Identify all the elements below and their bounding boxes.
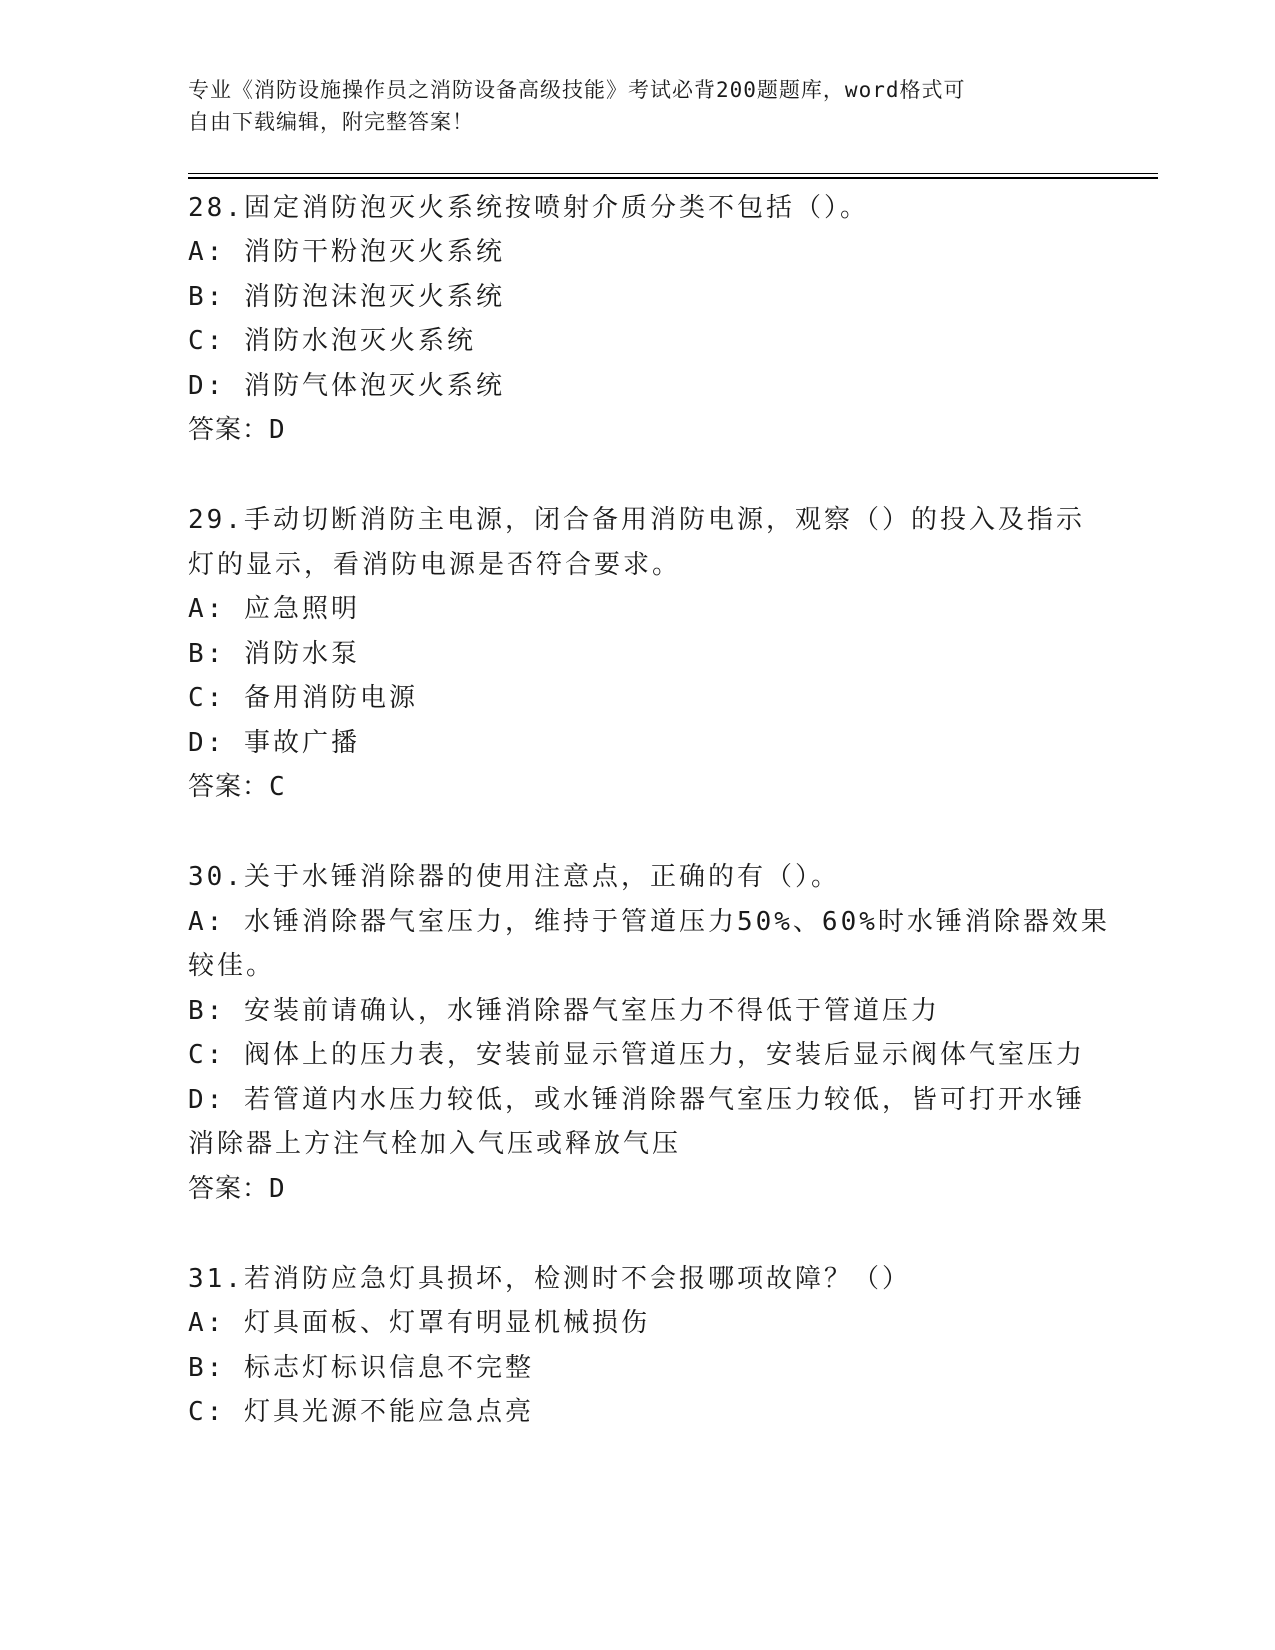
option-d: D: 消防气体泡灭火系统 <box>188 371 505 401</box>
header-line-1: 专业《消防设施操作员之消防设备高级技能》考试必背200题题库，word格式可 <box>188 78 966 102</box>
option-b: B: 标志灯标识信息不完整 <box>188 1353 534 1383</box>
option-c: C: 灯具光源不能应急点亮 <box>188 1397 534 1427</box>
answer: 答案：D <box>188 415 286 445</box>
answer: 答案：C <box>188 772 286 802</box>
question-stem: 31.若消防应急灯具损坏，检测时不会报哪项故障？（） <box>188 1264 911 1294</box>
option-c: C: 阀体上的压力表，安装前显示管道压力，安装后显示阀体气室压力 <box>188 1040 1085 1070</box>
option-d-cont: 消除器上方注气栓加入气压或释放气压 <box>188 1129 682 1159</box>
option-c: C: 备用消防电源 <box>188 683 418 713</box>
header-divider-thick <box>188 177 1158 179</box>
option-a: A: 水锤消除器气室压力，维持于管道压力50%、60%时水锤消除器效果 <box>188 907 1110 937</box>
option-d: D: 若管道内水压力较低，或水锤消除器气室压力较低，皆可打开水锤 <box>188 1085 1085 1115</box>
question-stem: 28.固定消防泡灭火系统按喷射介质分类不包括（）。 <box>188 193 869 223</box>
option-a: A: 灯具面板、灯罩有明显机械损伤 <box>188 1308 650 1338</box>
question-stem: 30.关于水锤消除器的使用注意点，正确的有（）。 <box>188 862 840 892</box>
document-header <box>188 74 1088 138</box>
option-a: A: 应急照明 <box>188 594 360 624</box>
answer: 答案：D <box>188 1174 286 1204</box>
header-divider-thin <box>188 173 1158 174</box>
option-d: D: 事故广播 <box>188 728 360 758</box>
question-stem: 29.手动切断消防主电源，闭合备用消防电源，观察（）的投入及指示 <box>188 505 1085 535</box>
option-b: B: 消防水泵 <box>188 639 360 669</box>
option-b: B: 消防泡沫泡灭火系统 <box>188 282 505 312</box>
question-stem-cont: 灯的显示，看消防电源是否符合要求。 <box>188 550 682 580</box>
option-c: C: 消防水泡灭火系统 <box>188 326 476 356</box>
header-line-2: 自由下载编辑，附完整答案！ <box>188 110 474 134</box>
option-b: B: 安装前请确认，水锤消除器气室压力不得低于管道压力 <box>188 996 940 1026</box>
option-a-cont: 较佳。 <box>188 951 276 981</box>
option-a: A: 消防干粉泡灭火系统 <box>188 237 505 267</box>
